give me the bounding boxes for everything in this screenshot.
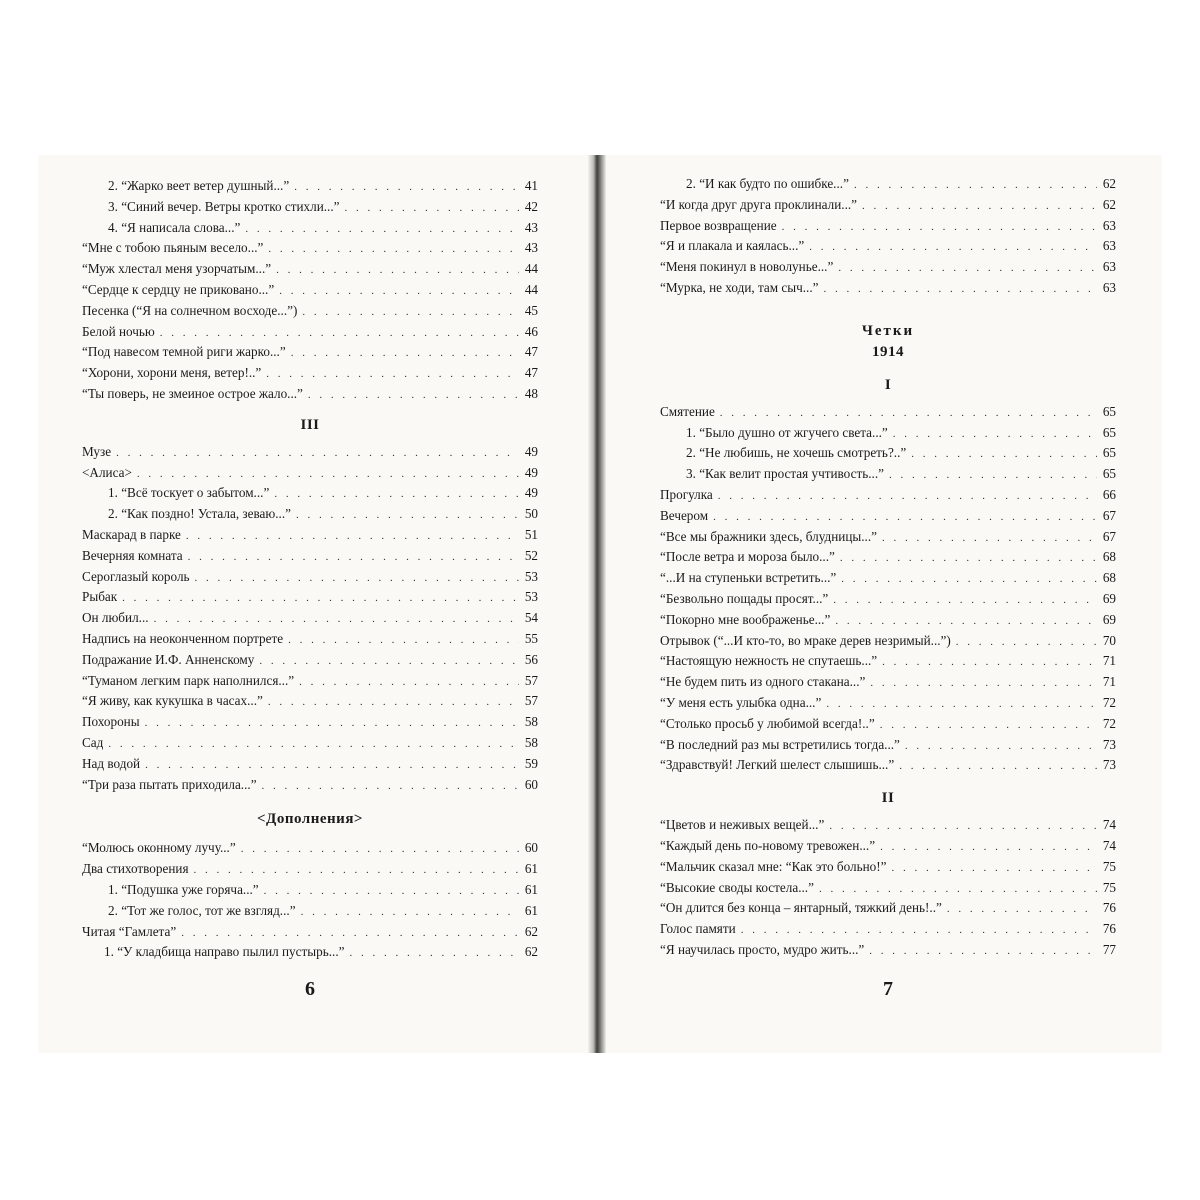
dot-leader <box>892 858 1097 879</box>
toc-entry-title: 2. “Не любишь, не хочешь смотреть?..” <box>686 445 907 461</box>
toc-entry-title: “Ты поверь, не змеиное острое жало...” <box>82 385 303 401</box>
dot-leader <box>782 217 1097 238</box>
toc-entry-page: 54 <box>524 610 538 626</box>
toc-entry-title: Он любил... <box>82 610 149 626</box>
toc-entry <box>82 384 538 405</box>
toc-entry <box>660 568 1116 589</box>
dot-leader <box>889 465 1097 486</box>
toc-entry <box>82 754 538 775</box>
toc-entry-page: 69 <box>1102 611 1116 627</box>
toc-entry-title: 1. “Было душно от жгучего света...” <box>686 424 888 440</box>
toc-entry-page: 65 <box>1102 424 1116 440</box>
toc-entry-page: 46 <box>524 323 538 339</box>
dot-leader <box>299 672 519 693</box>
toc-entry-title: “Мальчик сказал мне: “Как это больно!” <box>660 858 887 874</box>
dot-leader <box>840 548 1097 569</box>
toc-entry-page: 49 <box>524 443 538 459</box>
toc-entry-page: 42 <box>524 198 538 214</box>
toc-entry <box>82 671 538 692</box>
dot-leader <box>288 630 519 651</box>
dot-leader <box>294 177 519 198</box>
toc-entry-page: 71 <box>1102 653 1116 669</box>
dot-leader <box>181 923 519 944</box>
right-page <box>660 170 1116 1000</box>
toc-entry-page: 65 <box>1102 445 1116 461</box>
toc-entry <box>660 919 1116 940</box>
toc-entry-title: “Каждый день по-новому тревожен...” <box>660 837 876 853</box>
toc-entry <box>660 236 1116 257</box>
dot-leader <box>829 816 1097 837</box>
dot-leader <box>241 839 519 860</box>
toc-entry-title: “Мурка, не ходи, там сыч...” <box>660 279 819 295</box>
dot-leader <box>833 590 1097 611</box>
toc-entry <box>660 485 1116 506</box>
section-heading-iii: III <box>300 416 320 433</box>
dot-leader <box>194 860 519 881</box>
toc-block <box>82 838 538 963</box>
dot-leader <box>838 258 1097 279</box>
toc-entry <box>82 525 538 546</box>
toc-entry-title: “Под навесом темной риги жарко...” <box>82 344 286 360</box>
toc-entry <box>660 443 1116 464</box>
toc-entry <box>82 301 538 322</box>
toc-entry-page: 62 <box>1102 196 1116 212</box>
toc-entry-page: 58 <box>524 714 538 730</box>
toc-entry-page: 74 <box>1102 837 1116 853</box>
toc-entry-page: 57 <box>524 672 538 688</box>
toc-entry <box>660 857 1116 878</box>
toc-entry-title: Вечерняя комната <box>82 547 183 563</box>
dot-leader <box>259 651 519 672</box>
dot-leader <box>195 568 519 589</box>
toc-entry <box>660 898 1116 919</box>
toc-entry-title: “Безвольно пощады просят...” <box>660 590 829 606</box>
toc-entry <box>660 195 1116 216</box>
toc-entry <box>660 257 1116 278</box>
toc-entry <box>82 546 538 567</box>
toc-entry-title: 2. “И как будто по ошибке...” <box>686 176 849 191</box>
book-title: Четки <box>861 322 915 339</box>
toc-entry-page: 70 <box>1102 632 1116 648</box>
dot-leader <box>870 673 1097 694</box>
book-year: 1914 <box>872 343 904 360</box>
toc-entry-title: Прогулка <box>660 486 713 502</box>
toc-entry-page: 76 <box>1102 921 1116 937</box>
toc-entry-title: 2. “Как поздно! Устала, зеваю...” <box>108 506 291 522</box>
toc-entry-page: 72 <box>1102 694 1116 710</box>
toc-entry <box>82 342 538 363</box>
toc-entry-page: 53 <box>524 568 538 584</box>
dot-leader <box>345 198 520 219</box>
toc-entry-title: “Туманом легким парк наполнился...” <box>82 672 295 688</box>
toc-entry <box>82 838 538 859</box>
toc-entry-page: 63 <box>1102 279 1116 295</box>
toc-entry <box>82 259 538 280</box>
toc-entry <box>82 483 538 504</box>
toc-entry <box>660 174 1116 195</box>
toc-entry-page: 75 <box>1102 879 1116 895</box>
toc-entry-page: 61 <box>524 861 538 877</box>
toc-entry <box>660 402 1116 423</box>
toc-entry-title: Музе <box>82 443 112 459</box>
toc-entry-page: 67 <box>1102 507 1116 523</box>
toc-entry <box>82 176 538 197</box>
toc-entry-title: “У меня есть улыбка одна...” <box>660 694 822 710</box>
toc-entry <box>660 940 1116 961</box>
toc-entry-page: 44 <box>524 261 538 277</box>
dot-leader <box>154 609 519 630</box>
toc-entry-page: 48 <box>524 385 538 401</box>
toc-entry-page: 58 <box>524 734 538 750</box>
toc-entry-page: 52 <box>524 547 538 563</box>
toc-entry-page: 67 <box>1102 528 1116 544</box>
dot-leader <box>841 569 1097 590</box>
dot-leader <box>296 505 519 526</box>
toc-entry-page: 71 <box>1102 674 1116 690</box>
dot-leader <box>720 403 1097 424</box>
toc-entry <box>660 527 1116 548</box>
dot-leader <box>349 943 519 964</box>
toc-entry-title: “Муж хлестал меня узорчатым...” <box>82 261 272 277</box>
toc-entry-title: Сад <box>82 734 104 750</box>
section-heading-additions: <Дополнения> <box>257 811 363 828</box>
toc-entry <box>82 859 538 880</box>
toc-entry-page: 43 <box>524 219 538 235</box>
toc-entry <box>82 712 538 733</box>
dot-leader <box>905 736 1097 757</box>
toc-entry <box>82 238 538 259</box>
toc-entry <box>660 216 1116 237</box>
toc-entry-page: 49 <box>524 464 538 480</box>
toc-entry-page: 65 <box>1102 403 1116 419</box>
toc-entry <box>660 506 1116 527</box>
toc-entry <box>82 942 538 963</box>
dot-leader <box>835 611 1097 632</box>
toc-entry-title: Песенка (“Я на солнечном восходе...”) <box>82 302 298 318</box>
toc-entry-page: 72 <box>1102 715 1116 731</box>
toc-entry-title: Похороны <box>82 714 140 730</box>
toc-entry-page: 63 <box>1102 238 1116 254</box>
dot-leader <box>819 879 1097 900</box>
toc-entry <box>660 693 1116 714</box>
toc-entry-page: 41 <box>524 178 538 193</box>
toc-entry-title: Сероглазый король <box>82 568 190 584</box>
toc-entry-title: “Здравствуй! Легкий шелест слышишь...” <box>660 757 895 773</box>
toc-entry <box>82 901 538 922</box>
toc-entry <box>82 587 538 608</box>
dot-leader <box>880 837 1097 858</box>
toc-entry <box>82 608 538 629</box>
toc-entry-title: “И когда друг друга проклинали...” <box>660 196 858 212</box>
toc-entry-title: Отрывок (“...И кто-то, во мраке дерев незримый...”) <box>660 632 951 648</box>
toc-entry-title: Белой ночью <box>82 323 155 339</box>
dot-leader <box>160 323 519 344</box>
toc-entry-page: 66 <box>1102 486 1116 502</box>
toc-entry <box>660 278 1116 299</box>
dot-leader <box>268 692 519 713</box>
toc-block <box>660 402 1116 776</box>
toc-entry-title: Смятение <box>660 403 715 419</box>
toc-entry-page: 56 <box>524 651 538 667</box>
dot-leader <box>188 547 519 568</box>
toc-entry-page: 57 <box>524 693 538 709</box>
toc-entry-page: 62 <box>524 923 538 939</box>
toc-entry-title: Маскарад в парке <box>82 526 181 542</box>
toc-entry <box>660 651 1116 672</box>
toc-entry-title: “Все мы бражники здесь, блудницы...” <box>660 528 877 544</box>
dot-leader <box>302 302 519 323</box>
toc-entry <box>82 880 538 901</box>
dot-leader <box>108 734 519 755</box>
toc-entry <box>660 815 1116 836</box>
toc-entry-title: “Столько просьб у любимой всегда!..” <box>660 715 875 731</box>
toc-entry <box>82 733 538 754</box>
toc-entry-page: 69 <box>1102 590 1116 606</box>
toc-entry-title: “Хорони, хорони меня, ветер!..” <box>82 365 262 381</box>
toc-entry-title: 1. “Всё тоскует о забытом...” <box>108 485 270 501</box>
dot-leader <box>956 632 1097 653</box>
toc-entry-page: 68 <box>1102 549 1116 565</box>
toc-entry <box>660 464 1116 485</box>
toc-entry-page: 61 <box>524 902 538 918</box>
dot-leader <box>911 444 1097 465</box>
toc-entry-page: 73 <box>1102 736 1116 752</box>
toc-entry <box>660 714 1116 735</box>
toc-entry-title: “Сердце к сердцу не приковано...” <box>82 281 275 297</box>
dot-leader <box>854 175 1097 196</box>
dot-leader <box>145 755 519 776</box>
toc-entry-title: Первое возвращение <box>660 217 777 233</box>
toc-entry <box>660 631 1116 652</box>
toc-entry-page: 45 <box>524 302 538 318</box>
dot-leader <box>264 881 519 902</box>
toc-entry-title: Голос памяти <box>660 921 736 937</box>
toc-entry <box>660 672 1116 693</box>
toc-entry-title: “Я живу, как кукушка в часах...” <box>82 693 263 709</box>
toc-entry-title: “В последний раз мы встретились тогда...” <box>660 736 900 752</box>
toc-entry-page: 47 <box>524 365 538 381</box>
toc-entry-title: “...И на ступеньки встретить...” <box>660 570 837 586</box>
toc-entry <box>660 878 1116 899</box>
dot-leader <box>869 941 1097 962</box>
toc-entry <box>82 650 538 671</box>
dot-leader <box>137 464 519 485</box>
toc-entry-title: 4. “Я написала слова...” <box>108 219 241 235</box>
toc-entry-page: 60 <box>524 776 538 792</box>
toc-entry-title: 2. “Тот же голос, тот же взгляд...” <box>108 902 296 918</box>
toc-entry-page: 63 <box>1102 259 1116 275</box>
toc-entry <box>82 504 538 525</box>
toc-block <box>82 176 538 405</box>
dot-leader <box>882 652 1097 673</box>
dot-leader <box>122 588 519 609</box>
toc-entry-title: “Мне с тобою пьяным весело...” <box>82 240 264 256</box>
toc-entry-title: “Покорно мне воображенье...” <box>660 611 831 627</box>
dot-leader <box>291 343 519 364</box>
toc-entry-title: “После ветра и мороза было...” <box>660 549 835 565</box>
toc-entry-page: 47 <box>524 344 538 360</box>
toc-entry-title: Подражание И.Ф. Анненскому <box>82 651 255 667</box>
toc-entry-title: “Настоящую нежность не спутаешь...” <box>660 653 878 669</box>
toc-entry <box>82 775 538 796</box>
toc-entry <box>82 442 538 463</box>
toc-entry <box>660 610 1116 631</box>
toc-entry-title: “Три раза пытать приходила...” <box>82 776 257 792</box>
dot-leader <box>893 424 1097 445</box>
toc-block <box>660 174 1116 299</box>
toc-entry <box>82 197 538 218</box>
toc-entry-title: Надпись на неоконченном портрете <box>82 630 284 646</box>
toc-entry-title: 3. “Как велит простая учтивость...” <box>686 466 884 482</box>
toc-entry-title: “Цветов и неживых вещей...” <box>660 817 825 833</box>
toc-entry <box>82 691 538 712</box>
page-number: 6 <box>305 978 315 1000</box>
toc-entry-title: “Молюсь оконному лучу...” <box>82 840 236 856</box>
dot-leader <box>145 713 519 734</box>
dot-leader <box>308 385 519 406</box>
toc-entry-title: “Меня покинул в новолунье...” <box>660 259 834 275</box>
toc-block <box>660 815 1116 961</box>
dot-leader <box>266 364 519 385</box>
dot-leader <box>809 237 1097 258</box>
dot-leader <box>186 526 519 547</box>
toc-entry-title: Рыбак <box>82 589 118 605</box>
toc-entry-page: 59 <box>524 755 538 771</box>
toc-entry-title: Два стихотворения <box>82 861 189 877</box>
toc-entry-title: 1. “У кладбища направо пылил пустырь...” <box>104 944 345 960</box>
toc-entry-page: 62 <box>1102 176 1116 191</box>
toc-entry <box>660 735 1116 756</box>
toc-entry-title: 1. “Подушка уже горяча...” <box>108 881 259 897</box>
dot-leader <box>899 756 1097 777</box>
dot-leader <box>862 196 1097 217</box>
dot-leader <box>947 899 1097 920</box>
toc-entry-title: “Он длится без конца – янтарный, тяжкий день!..” <box>660 900 942 916</box>
dot-leader <box>882 528 1097 549</box>
toc-entry-page: 50 <box>524 506 538 522</box>
toc-entry <box>82 280 538 301</box>
toc-entry-page: 73 <box>1102 757 1116 773</box>
toc-entry-title: 2. “Жарко веет ветер душный...” <box>108 178 290 193</box>
toc-entry <box>82 922 538 943</box>
toc-entry-title: <Алиса> <box>82 464 132 480</box>
dot-leader <box>262 776 519 797</box>
toc-entry <box>82 363 538 384</box>
dot-leader <box>268 239 519 260</box>
toc-entry-title: 3. “Синий вечер. Ветры кротко стихли...” <box>108 198 340 214</box>
toc-entry-page: 60 <box>524 840 538 856</box>
toc-entry-page: 61 <box>524 881 538 897</box>
toc-entry <box>82 629 538 650</box>
toc-entry-page: 65 <box>1102 466 1116 482</box>
dot-leader <box>301 902 519 923</box>
dot-leader <box>116 443 519 464</box>
left-page <box>82 170 538 1000</box>
page-number: 7 <box>883 978 893 1000</box>
toc-entry <box>660 836 1116 857</box>
toc-entry-page: 62 <box>524 944 538 960</box>
toc-entry-title: “Высокие своды костела...” <box>660 879 814 895</box>
toc-entry-page: 51 <box>524 526 538 542</box>
dot-leader <box>718 486 1097 507</box>
book-spine <box>588 155 606 1053</box>
toc-entry-page: 74 <box>1102 817 1116 833</box>
toc-entry-title: “Я научилась просто, мудро жить...” <box>660 941 865 957</box>
toc-block <box>82 442 538 796</box>
toc-entry-title: Вечером <box>660 507 709 523</box>
toc-entry <box>82 463 538 484</box>
toc-entry-page: 76 <box>1102 900 1116 916</box>
toc-entry-title: “Я и плакала и каялась...” <box>660 238 805 254</box>
dot-leader <box>713 507 1097 528</box>
toc-entry <box>82 218 538 239</box>
toc-entry-page: 49 <box>524 485 538 501</box>
section-heading-ii: II <box>881 790 895 807</box>
toc-entry-page: 44 <box>524 281 538 297</box>
dot-leader <box>276 260 519 281</box>
toc-entry-page: 55 <box>524 630 538 646</box>
toc-entry-page: 63 <box>1102 217 1116 233</box>
toc-entry-page: 43 <box>524 240 538 256</box>
toc-entry <box>660 547 1116 568</box>
toc-entry-page: 68 <box>1102 570 1116 586</box>
toc-entry <box>82 567 538 588</box>
toc-entry-title: Над водой <box>82 755 141 771</box>
dot-leader <box>274 484 519 505</box>
toc-entry <box>660 423 1116 444</box>
dot-leader <box>880 715 1097 736</box>
dot-leader <box>741 920 1097 941</box>
toc-entry-title: “Не будем пить из одного стакана...” <box>660 674 866 690</box>
toc-entry <box>82 322 538 343</box>
dot-leader <box>823 279 1097 300</box>
dot-leader <box>245 219 519 240</box>
toc-entry-page: 75 <box>1102 858 1116 874</box>
toc-entry <box>660 755 1116 776</box>
dot-leader <box>826 694 1097 715</box>
toc-entry <box>660 589 1116 610</box>
section-heading-i: I <box>884 376 892 393</box>
dot-leader <box>279 281 519 302</box>
toc-entry-page: 77 <box>1102 941 1116 957</box>
toc-entry-title: Читая “Гамлета” <box>82 923 177 939</box>
toc-entry-page: 53 <box>524 589 538 605</box>
